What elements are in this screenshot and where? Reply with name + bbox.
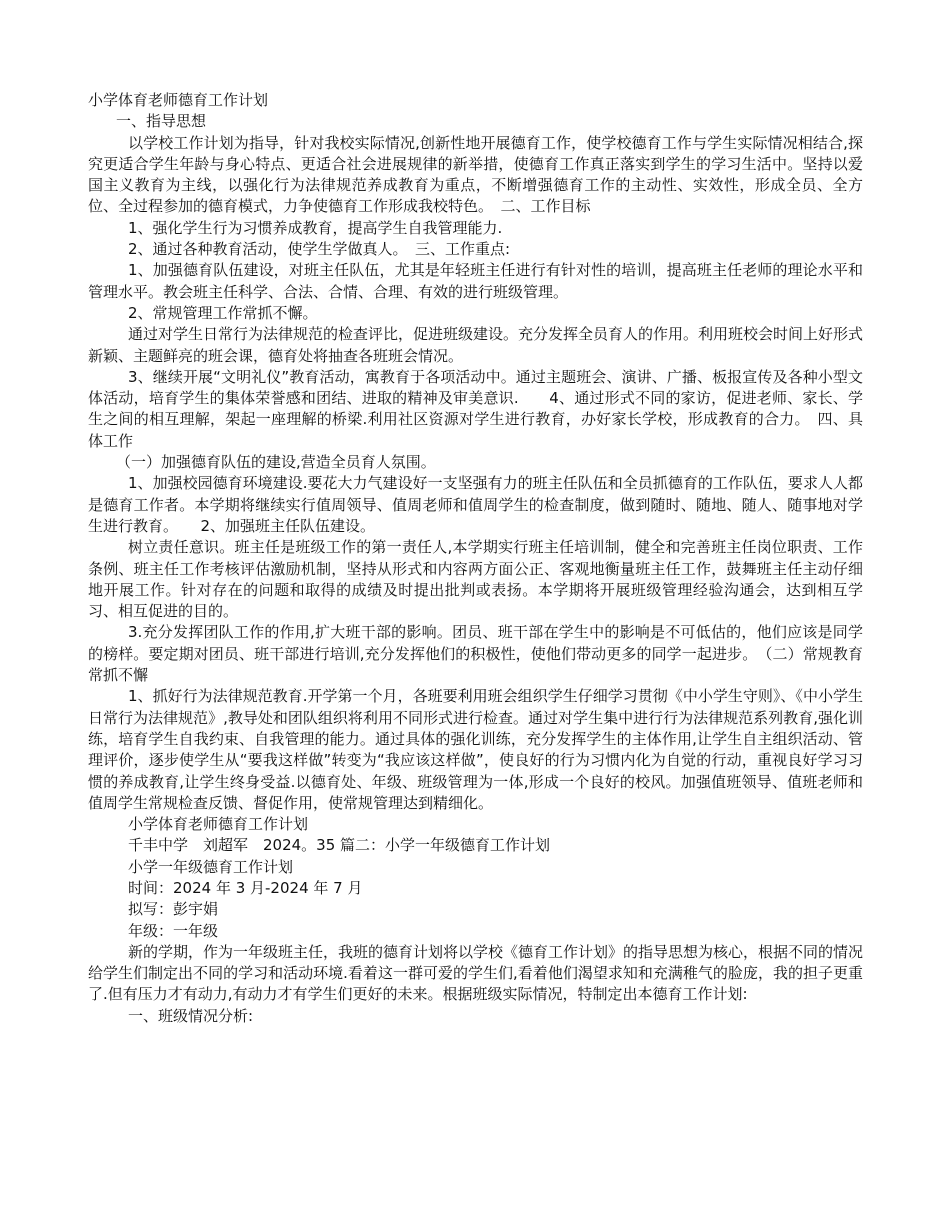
section-heading: （一）加强德育队伍的建设,营造全员育人氛围。 bbox=[116, 453, 436, 472]
subtitle: 小学一年级德育工作计划 bbox=[128, 857, 294, 876]
author-line: 千丰中学 刘超军 2024。35 篇二：小学一年级德育工作计划 bbox=[128, 836, 551, 855]
document-page bbox=[88, 90, 863, 1027]
section-heading: 一、指导思想 bbox=[116, 112, 207, 131]
paragraph: 3、继续开展“文明礼仪”教育活动，寓教育于各项活动中。通过主题班会、演讲、广播、板报宣传及各种小型文体活动，培育学生的集体荣誉感和团结、进取的精神及审美意识. 4、通过形式不同的家访，促进老师、家长、学生之间的相互理解，架起一座理解的桥梁.利用社区资源对学生进行教育，办好家长学校，形成教育的合力。 四、具体工作 bbox=[88, 367, 863, 450]
paragraph: 1、加强德育队伍建设，对班主任队伍，尤其是年轻班主任进行有针对性的培训，提高班主任老师的理论水平和管理水平。教会班主任科学、合法、合情、合理、有效的进行班级管理。 bbox=[88, 261, 863, 301]
paragraph: 1、抓好行为法律规范教育.开学第一个月，各班要利用班会组织学生仔细学习贯彻《中小学生守则》、《中小学生日常行为法律规范》,教导处和团队组织将利用不同形式进行检查。通过对学生集中进行行为法律规范系列教育,强化训练，培育学生自我约束、自我管理的能力。通过具体的强化训练，充分发挥学生的主体作用,让学生自主组织活动、管理评价，逐步使学生从“要我这样做”转变为“我应该这样做”，使良好的行为习惯内化为自觉的行动，重视良好学习习惯的养成教育,让学生终身受益.以德育处、年级、班级管理为一体,形成一个良好的校风。加强值班领导、值班老师和值周学生常规检查反馈、督促作用，使常规管理达到精细化。 bbox=[88, 687, 863, 812]
paragraph: 以学校工作计划为指导，针对我校实际情况,创新性地开展德育工作，使学校德育工作与学生实际情况相结合,探究更适合学生年龄与身心特点、更适合社会进展规律的新举措，使德育工作真正落实到学生的学习生活中。坚持以爱国主义教育为主线，以强化行为法律规范养成教育为重点，不断增强德育工作的主动性、实效性，形成全员、全方位、全过程参加的德育模式，力争使德育工作形成我校特色。 二、工作目标 bbox=[88, 133, 863, 216]
paragraph: 通过对学生日常行为法律规范的检查评比，促进班级建设。充分发挥全员育人的作用。利用班校会时间上好形式新颖、主题鲜亮的班会课，德育处将抽查各班班会情况。 bbox=[88, 325, 864, 365]
document-title: 小学体育老师德育工作计划 bbox=[88, 91, 269, 109]
paragraph: 1、加强校园德育环境建设.要花大力气建设好一支坚强有力的班主任队伍和全员抓德育的工作队伍，要求人人都是德育工作者。本学期将继续实行值周领导、值周老师和值周学生的检查制度，做到随时、随地、随人、随事地对学生进行教育。 2、加强班主任队伍建设。 bbox=[88, 474, 863, 535]
list-item: 1、强化学生行为习惯养成教育，提高学生自我管理能力. bbox=[128, 218, 503, 237]
paragraph: 新的学期，作为一年级班主任，我班的德育计划将以学校《德育工作计划》的指导思想为核心，根据不同的情况给学生们制定出不同的学习和活动环境.看着这一群可爱的学生们,看着他们渴望求知和充满稚气的脸庞，我的担子更重了.但有压力才有动力,有动力才有学生们更好的未来。根据班级实际情况，特制定出本德育工作计划: bbox=[88, 942, 864, 1004]
section-heading: 一、班级情况分析: bbox=[128, 1006, 254, 1025]
list-item: 2、通过各种教育活动，使学生学做真人。 三、工作重点: bbox=[128, 240, 511, 259]
paragraph: 3.充分发挥团队工作的作用,扩大班干部的影响。团员、班干部在学生中的影响是不可低估的，他们应该是同学的榜样。要定期对团员、班干部进行培训,充分发挥他们的积极性，使他们带动更多的同学一起进步。 （二）常规教育常抓不懈 bbox=[88, 623, 863, 685]
grade-line: 年级：一年级 bbox=[128, 921, 219, 940]
list-item: 2、常规管理工作常抓不懈。 bbox=[128, 303, 318, 322]
repeat-title: 小学体育老师德育工作计划 bbox=[128, 815, 309, 834]
time-line: 时间：2024 年 3 月-2024 年 7 月 bbox=[128, 878, 363, 897]
writer-line: 拟写：彭宇娟 bbox=[128, 900, 219, 919]
paragraph: 树立责任意识。班主任是班级工作的第一责任人,本学期实行班主任培训制，健全和完善班主任岗位职责、工作条例、班主任工作考核评估激励机制，坚持从形式和内容两方面公正、客观地衡量班主任工作，鼓舞班主任主动仔细地开展工作。针对存在的问题和取得的成绩及时提出批判或表扬。本学期将开展班级管理经验沟通会，达到相互学习、相互促进的目的。 bbox=[88, 538, 863, 621]
